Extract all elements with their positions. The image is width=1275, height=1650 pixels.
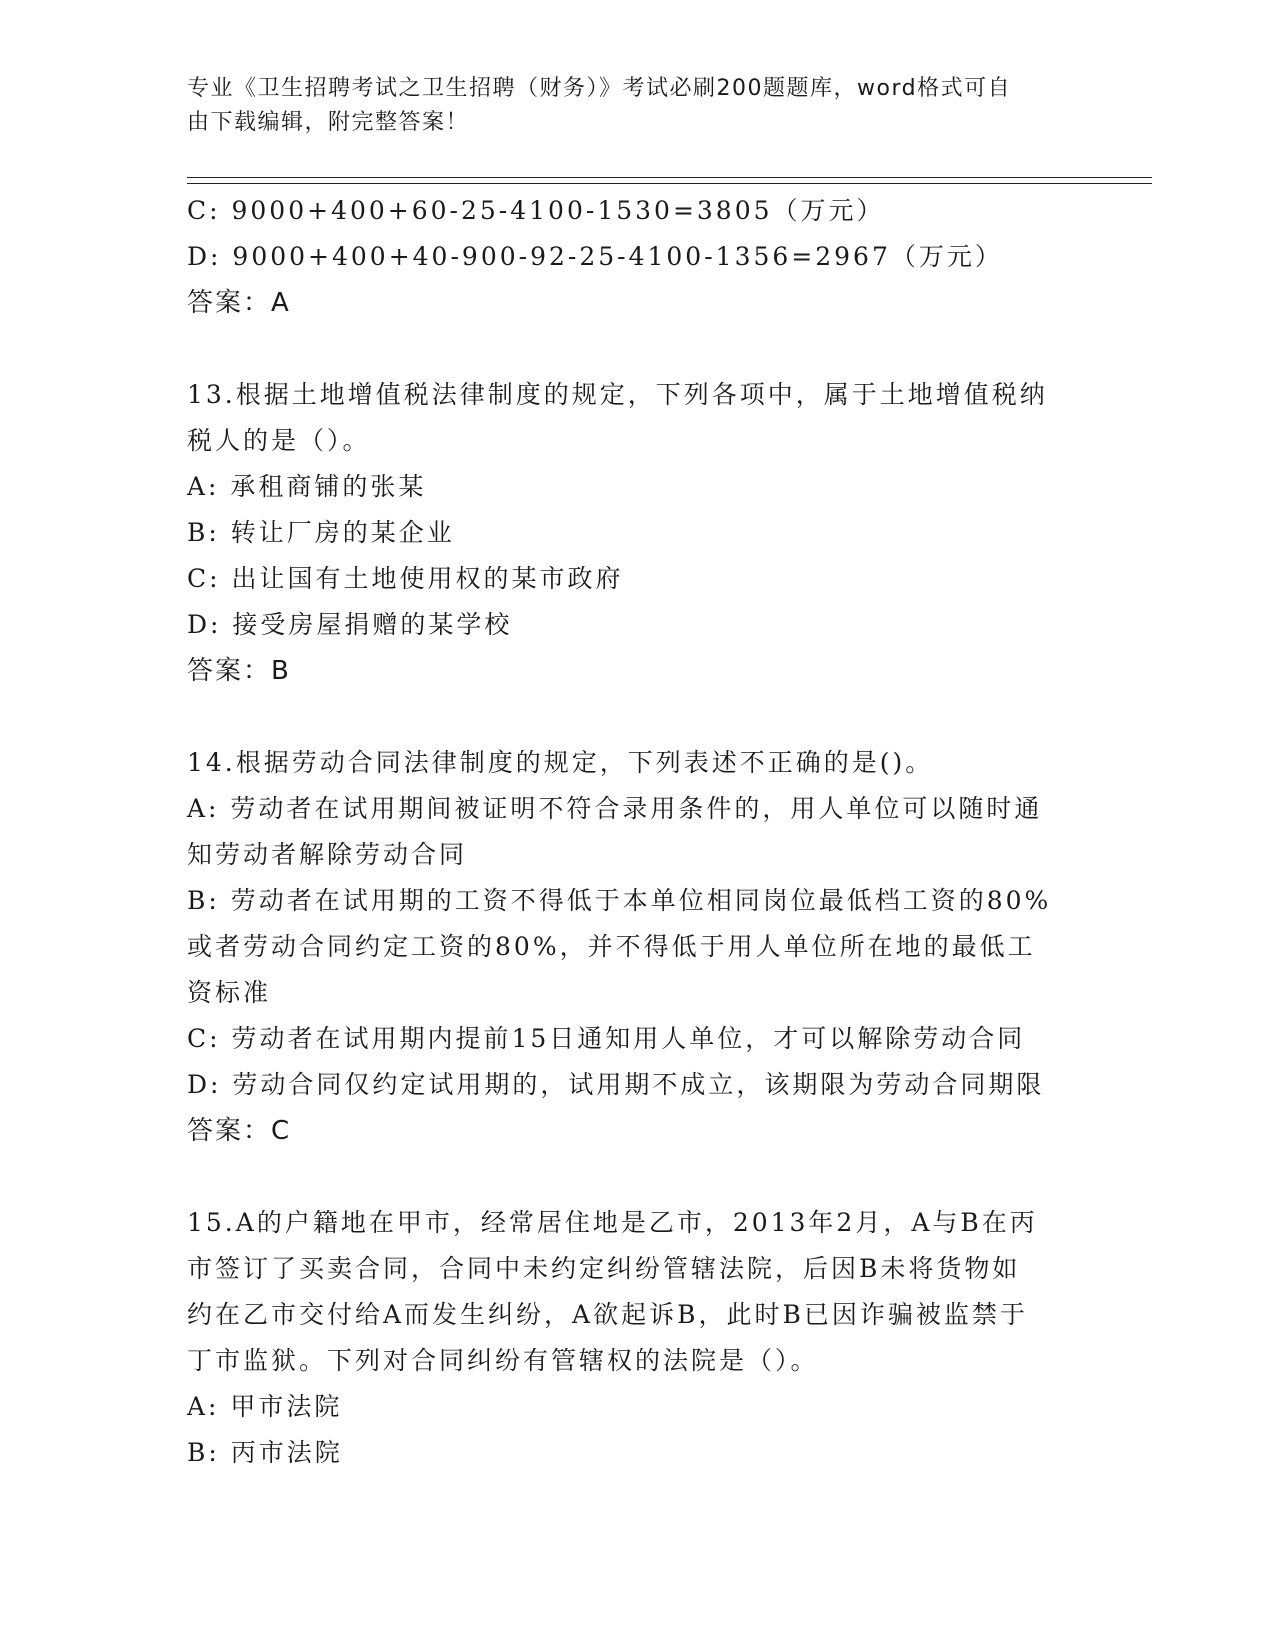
option-a-continued: 知劳动者解除劳动合同 (187, 840, 468, 869)
option-a: A: 劳动者在试用期间被证明不符合录用条件的，用人单位可以随时通 (187, 794, 1043, 823)
option-b-continued: 资标准 (187, 978, 272, 1007)
header-line-2: 由下载编辑，附完整答案！ (187, 110, 470, 135)
option-b: B: 丙市法院 (187, 1438, 343, 1467)
question-stem: 市签订了买卖合同，合同中未约定纠纷管辖法院，后因B未将货物如 (187, 1254, 1021, 1283)
question-12-continued (187, 188, 1087, 326)
option-c: C: 9000+400+60-25-4100-1530=3805（万元） (187, 196, 885, 225)
question-stem: 14.根据劳动合同法律制度的规定，下列表述不正确的是()。 (187, 748, 934, 777)
option-a: A: 承租商铺的张某 (187, 472, 427, 501)
document-body (187, 188, 1087, 1476)
option-b: B: 转让厂房的某企业 (187, 518, 455, 547)
option-d: D: 接受房屋捐赠的某学校 (187, 610, 513, 639)
option-c: C: 劳动者在试用期内提前15日通知用人单位，才可以解除劳动合同 (187, 1024, 1026, 1053)
spacer (187, 326, 1087, 372)
spacer (187, 1154, 1087, 1200)
header-line-1: 专业《卫生招聘考试之卫生招聘（财务）》考试必刷200题题库，word格式可自 (187, 76, 1012, 101)
document-header (187, 72, 1087, 140)
option-d: D: 劳动合同仅约定试用期的，试用期不成立，该期限为劳动合同期限 (187, 1070, 1045, 1099)
option-b: B: 劳动者在试用期的工资不得低于本单位相同岗位最低档工资的80% (187, 886, 1052, 915)
question-stem: 15.A的户籍地在甲市，经常居住地是乙市，2013年2月，A与B在丙 (187, 1208, 1038, 1237)
question-15 (187, 1200, 1087, 1476)
option-c: C: 出让国有土地使用权的某市政府 (187, 564, 624, 593)
question-stem: 丁市监狱。下列对合同纠纷有管辖权的法院是（）。 (187, 1346, 819, 1375)
question-stem: 约在乙市交付给A而发生纠纷，A欲起诉B，此时B已因诈骗被监禁于 (187, 1300, 1028, 1329)
header-divider-top (187, 177, 1152, 178)
option-a: A: 甲市法院 (187, 1392, 343, 1421)
answer: 答案：C (187, 1116, 292, 1146)
question-stem: 税人的是（）。 (187, 426, 371, 455)
option-b-continued: 或者劳动合同约定工资的80%，并不得低于用人单位所在地的最低工 (187, 932, 1036, 961)
question-14 (187, 740, 1087, 1154)
option-d: D: 9000+400+40-900-92-25-4100-1356=2967（万元） (187, 242, 1003, 271)
question-13 (187, 372, 1087, 694)
question-stem: 13.根据土地增值税法律制度的规定，下列各项中，属于土地增值税纳 (187, 380, 1048, 409)
spacer (187, 694, 1087, 740)
header-divider-bottom (187, 183, 1152, 184)
answer: 答案：A (187, 288, 291, 318)
answer: 答案：B (187, 656, 291, 686)
